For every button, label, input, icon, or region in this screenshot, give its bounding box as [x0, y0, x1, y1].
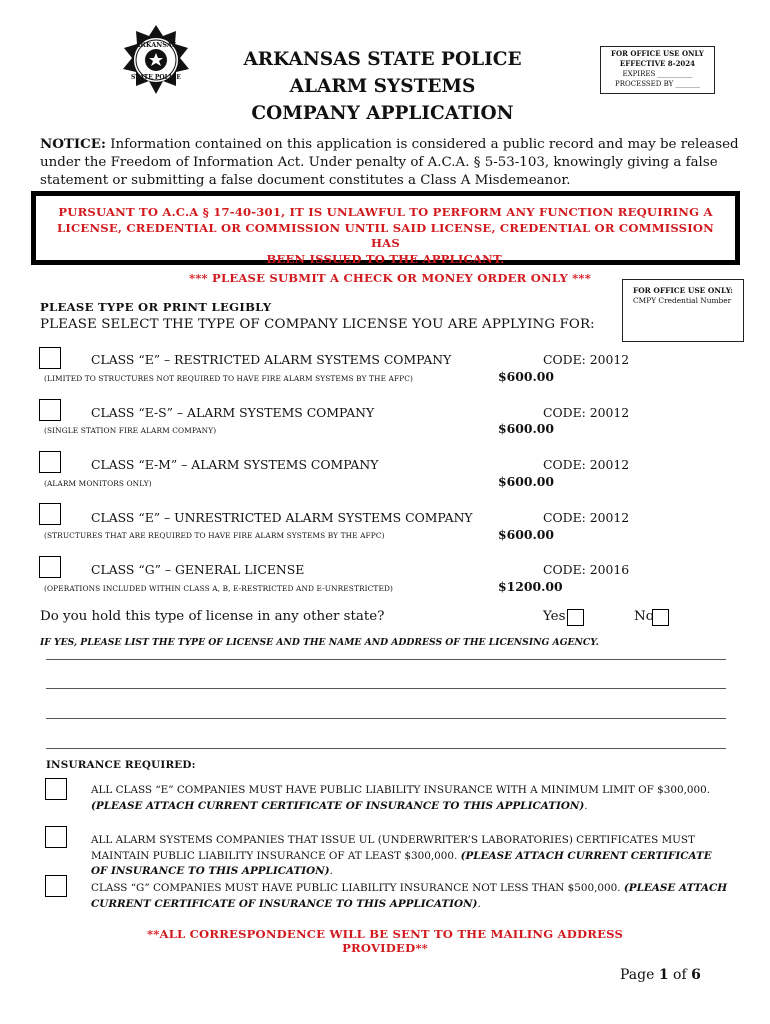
if-yes-instruction: IF YES, PLEASE LIST THE TYPE OF LICENSE AND THE NAME AND ADDRESS OF THE LICENSING AGENCY. — [40, 637, 599, 648]
answer-line-1[interactable] — [46, 659, 726, 660]
warning-line-3: BEEN ISSUED TO THE APPLICANT. — [266, 251, 505, 266]
page-of: of — [673, 967, 687, 983]
correspondence-note: **ALL CORRESPONDENCE WILL BE SENT TO THE MAILING ADDRESS PROVIDED** — [146, 927, 624, 955]
office-use-box-top — [600, 46, 715, 94]
class-es-checkbox[interactable] — [39, 399, 61, 421]
license-class-code: CODE: 20012 — [543, 405, 630, 420]
insurance-item-2-text: ALL ALARM SYSTEMS COMPANIES THAT ISSUE UL (UNDERWRITER’S LABORATORIES) CERTIFICATES MUST MAINTAIN PUBLIC LIABILITY INSURANCE OF AT LEAST $300,000. — [91, 834, 695, 862]
title-line-3: COMPANY APPLICATION — [251, 103, 514, 124]
state-police-badge-logo — [120, 24, 192, 96]
answer-line-3[interactable] — [46, 718, 726, 719]
license-class-code: CODE: 20012 — [543, 352, 630, 367]
license-class-price: $600.00 — [498, 369, 555, 384]
credential-box-label: CMPY Credential Number — [633, 296, 732, 305]
answer-line-2[interactable] — [46, 688, 726, 689]
type-print-instruction: PLEASE TYPE OR PRINT LEGIBLY — [40, 300, 272, 314]
license-class-price: $600.00 — [498, 474, 555, 489]
license-class-description: (LIMITED TO STRUCTURES NOT REQUIRED TO HAVE FIRE ALARM SYSTEMS BY THE AFPC) — [44, 374, 413, 383]
class-e-restricted-checkbox[interactable] — [39, 347, 61, 369]
insurance-item-2-note: (PLEASE ATTACH CURRENT CERTIFICATE OF INSURANCE TO THIS APPLICATION) — [91, 849, 712, 877]
office-use-processed-by: PROCESSED BY _______ — [615, 80, 700, 88]
license-class-price: $600.00 — [498, 421, 555, 436]
title-line-1: ARKANSAS STATE POLICE — [243, 49, 522, 70]
license-class-label: CLASS “E-S” – ALARM SYSTEMS COMPANY — [91, 405, 375, 420]
class-g-checkbox[interactable] — [39, 556, 61, 578]
license-class-code: CODE: 20016 — [543, 562, 630, 577]
select-type-instruction: PLEASE SELECT THE TYPE OF COMPANY LICENSE YOU ARE APPLYING FOR: — [40, 317, 595, 332]
insurance-item-1-text: ALL CLASS “E” COMPANIES MUST HAVE PUBLIC LIABILITY INSURANCE WITH A MINIMUM LIMIT OF $300,000. — [91, 784, 711, 796]
insurance-item-3-note: (PLEASE ATTACH CURRENT CERTIFICATE OF INSURANCE TO THIS APPLICATION) — [91, 882, 728, 910]
insurance-item-1: ALL CLASS “E” COMPANIES MUST HAVE PUBLIC LIABILITY INSURANCE WITH A MINIMUM LIMIT OF $300,000. (PLEASE ATTACH CURRENT CERTIFICATE OF INSURANCE TO THIS APPLICATION). — [91, 784, 711, 812]
insurance-class-g-checkbox[interactable] — [45, 875, 67, 897]
title-line-2: ALARM SYSTEMS — [289, 76, 476, 97]
class-e-unrestricted-checkbox[interactable] — [39, 503, 61, 525]
insurance-item-2: ALL ALARM SYSTEMS COMPANIES THAT ISSUE UL (UNDERWRITER’S LABORATORIES) CERTIFICATES MUST MAINTAIN PUBLIC LIABILITY INSURANCE OF AT LEAST $300,000. (PLEASE ATTACH CURRENT CERTIFICATE OF INSURANCE TO THIS APPLICATION). — [91, 834, 712, 877]
yes-label: Yes — [543, 609, 566, 624]
license-class-label: CLASS “E-M” – ALARM SYSTEMS COMPANY — [91, 457, 379, 472]
page-current: 1 — [658, 967, 669, 983]
credential-box-title: FOR OFFICE USE ONLY: — [633, 286, 733, 295]
office-use-credential-box — [622, 279, 744, 342]
license-class-description: (SINGLE STATION FIRE ALARM COMPANY) — [44, 426, 217, 435]
license-class-price: $1200.00 — [498, 579, 563, 594]
license-class-code: CODE: 20012 — [543, 510, 630, 525]
license-class-code: CODE: 20012 — [543, 457, 630, 472]
license-class-label: CLASS “G” – GENERAL LICENSE — [91, 562, 305, 577]
legal-warning-box — [31, 191, 740, 265]
warning-line-1: PURSUANT TO A.C.A § 17-40-301, IT IS UNLAWFUL TO PERFORM ANY FUNCTION REQUIRING A — [58, 205, 713, 219]
insurance-class-e-checkbox[interactable] — [45, 778, 67, 800]
answer-line-4[interactable] — [46, 748, 726, 749]
notice-text: Information contained on this application is considered a public record and may be released under the Freedom of Information Act. Under penalty of A.C.A. § 5-53-103, knowingly giving a false statement or submitting a false document constitutes a Class A Misdemeanor. — [40, 137, 739, 188]
notice-paragraph — [40, 135, 740, 190]
warning-line-2: LICENSE, CREDENTIAL OR COMMISSION UNTIL SAID LICENSE, CREDENTIAL OR COMMISSION HAS — [57, 220, 714, 250]
payment-note: *** PLEASE SUBMIT A CHECK OR MONEY ORDER ONLY *** — [189, 271, 591, 285]
class-em-checkbox[interactable] — [39, 451, 61, 473]
yes-checkbox[interactable] — [567, 609, 584, 626]
office-use-effective: EFFECTIVE 8-2024 — [619, 59, 696, 68]
license-class-description: (OPERATIONS INCLUDED WITHIN CLASS A, B, E-RESTRICTED AND E-UNRESTRICTED) — [44, 584, 393, 593]
license-class-label: CLASS “E” – RESTRICTED ALARM SYSTEMS COMPANY — [91, 352, 452, 367]
notice-label: NOTICE: — [40, 136, 106, 152]
no-checkbox[interactable] — [652, 609, 669, 626]
office-use-expires: EXPIRES __________ — [622, 70, 693, 78]
insurance-item-3-text: CLASS “G” COMPANIES MUST HAVE PUBLIC LIABILITY INSURANCE NOT LESS THAN $500,000. — [91, 882, 621, 894]
insurance-item-3: CLASS “G” COMPANIES MUST HAVE PUBLIC LIABILITY INSURANCE NOT LESS THAN $500,000. (PLEASE ATTACH CURRENT CERTIFICATE OF INSURANCE TO THIS APPLICATION). — [91, 882, 728, 910]
license-class-label: CLASS “E” – UNRESTRICTED ALARM SYSTEMS COMPANY — [91, 510, 473, 525]
license-class-description: (STRUCTURES THAT ARE REQUIRED TO HAVE FIRE ALARM SYSTEMS BY THE AFPC) — [44, 531, 385, 540]
office-use-heading: FOR OFFICE USE ONLY — [611, 49, 704, 58]
page-title — [230, 46, 535, 127]
license-class-price: $600.00 — [498, 527, 555, 542]
page-number — [620, 967, 701, 983]
badge-top-text: ARKANSAS — [135, 41, 177, 49]
page-prefix: Page — [620, 967, 655, 983]
insurance-ul-checkbox[interactable] — [45, 826, 67, 848]
other-state-question: Do you hold this type of license in any other state? — [40, 609, 385, 624]
license-class-description: (ALARM MONITORS ONLY) — [44, 479, 152, 488]
page-total: 6 — [691, 967, 701, 983]
no-label: No — [634, 609, 654, 624]
insurance-item-1-note: (PLEASE ATTACH CURRENT CERTIFICATE OF INSURANCE TO THIS APPLICATION) — [91, 799, 585, 812]
badge-bottom-text: STATE POLICE — [130, 74, 182, 81]
insurance-heading: INSURANCE REQUIRED: — [46, 759, 196, 771]
